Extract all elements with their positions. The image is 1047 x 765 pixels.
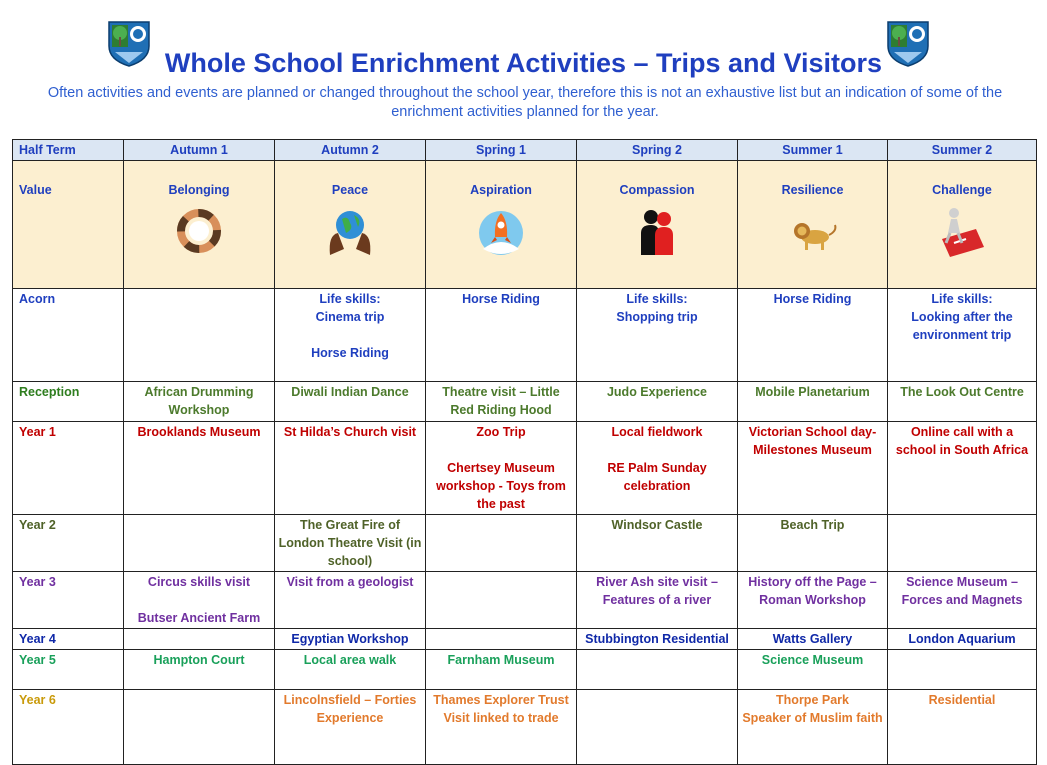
row-label: Value xyxy=(13,161,124,289)
table-cell xyxy=(888,690,1037,765)
cell-text: Judo Experience xyxy=(606,385,708,399)
row-label: Year 5 xyxy=(13,650,124,690)
rocket-icon xyxy=(475,205,527,257)
cell-text: Zoo Trip xyxy=(476,425,526,439)
value-label: Compassion xyxy=(619,183,695,197)
value-cell xyxy=(577,161,738,289)
table-cell xyxy=(124,382,275,422)
table-cell xyxy=(888,515,1037,572)
line-gap xyxy=(127,591,271,609)
table-row xyxy=(13,690,1037,765)
cell-text: Thames Explorer Trust Visit linked to trade xyxy=(433,693,569,725)
table-cell xyxy=(124,289,275,382)
table-cell xyxy=(426,629,577,650)
table-cell xyxy=(275,289,426,382)
table-cell xyxy=(738,289,888,382)
table-cell xyxy=(888,422,1037,515)
cell-text: History off the Page – Roman Workshop xyxy=(748,575,877,607)
header-row xyxy=(13,140,1037,161)
cell-text: Farnham Museum xyxy=(447,653,555,667)
table-cell xyxy=(426,690,577,765)
table-cell xyxy=(275,629,426,650)
row-label: Year 3 xyxy=(13,572,124,629)
value-cell xyxy=(426,161,577,289)
table-cell xyxy=(426,572,577,629)
cell-text: Lincolnsfield – Forties Experience xyxy=(283,693,417,725)
row-label: Year 2 xyxy=(13,515,124,572)
cell-text: The Look Out Centre xyxy=(900,385,1024,399)
table-row xyxy=(13,572,1037,629)
cell-text: Victorian School day- Milestones Museum xyxy=(748,425,877,457)
table-cell xyxy=(275,650,426,690)
cell-text: River Ash site visit – Features of a river xyxy=(596,575,718,607)
table-cell xyxy=(738,650,888,690)
cell-text: Cinema trip xyxy=(315,310,385,324)
table-cell xyxy=(577,382,738,422)
cell-text: Windsor Castle xyxy=(611,518,703,532)
table-cell xyxy=(888,650,1037,690)
table-cell xyxy=(426,515,577,572)
row-label: Year 6 xyxy=(13,690,124,765)
header-cell: Summer 1 xyxy=(738,140,888,161)
row-label: Reception xyxy=(13,382,124,422)
value-cell xyxy=(888,161,1037,289)
enrichment-table xyxy=(12,139,1037,765)
cell-text: Butser Ancient Farm xyxy=(137,611,261,625)
cell-text: Visit from a geologist xyxy=(286,575,414,589)
cell-text: Thorpe Park xyxy=(776,693,849,707)
table-cell xyxy=(577,690,738,765)
cell-text: Science Museum – Forces and Magnets xyxy=(901,575,1023,607)
cell-text: Online call with a school in South Africa xyxy=(895,425,1029,457)
cell-text: Horse Riding xyxy=(311,346,389,360)
row-label: Year 4 xyxy=(13,629,124,650)
cell-text: Science Museum xyxy=(761,653,864,667)
table-cell xyxy=(124,422,275,515)
cell-text: Stubbington Residential xyxy=(585,632,729,646)
table-cell xyxy=(738,382,888,422)
line-gap xyxy=(580,441,734,459)
cell-text: Shopping trip xyxy=(616,310,698,324)
cell-text: London Aquarium xyxy=(908,632,1016,646)
line-gap xyxy=(429,441,573,459)
table-cell xyxy=(738,629,888,650)
table-cell xyxy=(738,515,888,572)
cell-text: Chertsey Museum workshop - Toys from the past xyxy=(436,461,566,511)
table-row xyxy=(13,650,1037,690)
table-cell xyxy=(275,422,426,515)
table-cell xyxy=(738,690,888,765)
row-label: Year 1 xyxy=(13,422,124,515)
table-cell xyxy=(888,289,1037,382)
value-label: Belonging xyxy=(168,183,230,197)
table-cell xyxy=(124,629,275,650)
value-label: Resilience xyxy=(781,183,844,197)
cell-text: Horse Riding xyxy=(773,292,852,306)
value-label: Aspiration xyxy=(470,183,532,197)
cell-text: Brooklands Museum xyxy=(137,425,261,439)
globe-hands-icon xyxy=(324,205,376,257)
table-cell xyxy=(426,422,577,515)
header-cell: Summer 2 xyxy=(888,140,1037,161)
table-row xyxy=(13,289,1037,382)
cell-text: Watts Gallery xyxy=(772,632,853,646)
header-cell: Half Term xyxy=(13,140,124,161)
cell-text: RE Palm Sunday celebration xyxy=(607,461,707,493)
cell-text: Horse Riding xyxy=(462,292,540,306)
header-cell: Autumn 2 xyxy=(275,140,426,161)
cell-text: Residential xyxy=(928,693,996,707)
cell-text: Theatre visit – Little Red Riding Hood xyxy=(442,385,560,417)
value-cell xyxy=(738,161,888,289)
cell-text: African Drumming Workshop xyxy=(144,385,254,417)
table-cell xyxy=(577,422,738,515)
table-cell xyxy=(738,422,888,515)
table-cell xyxy=(275,572,426,629)
value-cell xyxy=(124,161,275,289)
table-cell xyxy=(124,650,275,690)
cell-text: Life skills: xyxy=(626,292,688,306)
header-cell: Spring 2 xyxy=(577,140,738,161)
table-cell xyxy=(426,382,577,422)
cell-text: Speaker of Muslim faith xyxy=(742,711,883,725)
cell-text: Mobile Planetarium xyxy=(755,385,870,399)
table-cell xyxy=(275,515,426,572)
cell-text: Egyptian Workshop xyxy=(291,632,409,646)
cell-text: Local fieldwork xyxy=(611,425,703,439)
table-cell xyxy=(124,690,275,765)
embracing-figures-icon xyxy=(631,205,683,257)
table-cell xyxy=(426,650,577,690)
table-cell xyxy=(577,650,738,690)
table-cell xyxy=(124,572,275,629)
value-cell xyxy=(275,161,426,289)
cell-text: The Great Fire of London Theatre Visit (in school) xyxy=(278,518,422,568)
line-gap xyxy=(278,326,422,344)
table-cell xyxy=(426,289,577,382)
cell-text: Diwali Indian Dance xyxy=(291,385,409,399)
next-level-icon xyxy=(936,205,988,257)
table-cell xyxy=(888,629,1037,650)
page-title: Whole School Enrichment Activities – Trips and Visitors xyxy=(164,48,883,78)
row-label: Acorn xyxy=(13,289,124,382)
table-cell xyxy=(577,572,738,629)
table-cell xyxy=(275,690,426,765)
table-cell xyxy=(124,515,275,572)
table-row xyxy=(13,629,1037,650)
cell-text: Life skills: xyxy=(931,292,993,306)
value-label: Peace xyxy=(331,183,369,197)
cell-text: Life skills: xyxy=(319,292,381,306)
value-label: Challenge xyxy=(932,183,992,197)
cell-text: Hampton Court xyxy=(153,653,245,667)
cell-text: Beach Trip xyxy=(780,518,845,532)
table-row xyxy=(13,515,1037,572)
cell-text: Local area walk xyxy=(303,653,397,667)
hands-circle-icon xyxy=(173,205,225,257)
table-cell xyxy=(275,382,426,422)
header-cell: Autumn 1 xyxy=(124,140,275,161)
lion-icon xyxy=(787,205,839,257)
page-subtitle: Often activities and events are planned or changed throughout the school year, therefore this is not an exhaustive list but an indication of some of the enrichment activities planned for the year. xyxy=(47,85,1003,120)
table-cell xyxy=(577,289,738,382)
table-row xyxy=(13,382,1037,422)
table-cell xyxy=(888,572,1037,629)
table-cell xyxy=(738,572,888,629)
header-cell: Spring 1 xyxy=(426,140,577,161)
value-row xyxy=(13,161,1037,289)
table-row xyxy=(13,422,1037,515)
cell-text: Looking after the environment trip xyxy=(911,310,1013,342)
cell-text: St Hilda’s Church visit xyxy=(283,425,417,439)
cell-text: Circus skills visit xyxy=(147,575,251,589)
table-cell xyxy=(888,382,1037,422)
table-cell xyxy=(577,515,738,572)
table-cell xyxy=(577,629,738,650)
